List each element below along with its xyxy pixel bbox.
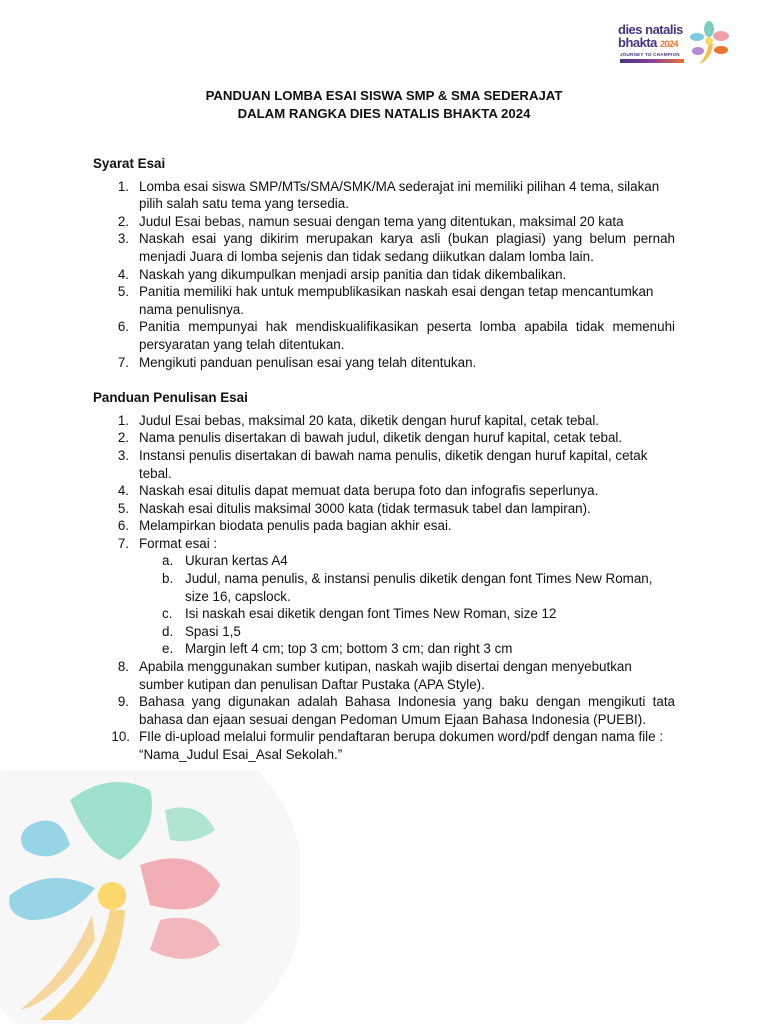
syarat-list [93,178,675,372]
list-item: 7. Mengikuti panduan penulisan esai yang telah ditentukan. [117,354,477,370]
sublist-item: e. Margin left 4 cm; top 3 cm; bottom 3 cm; dan right 3 cm [162,641,513,657]
dies-natalis-logo [618,20,730,68]
logo-line1: dies natalis [618,22,683,37]
panduan-list [93,412,675,764]
list-item: 4. Naskah esai ditulis dapat memuat data berupa foto dan infografis seperlunya. [117,483,599,499]
list-item: 9. Bahasa yang digunakan adalah Bahasa Indonesia yang baku dengan mengikuti tata bahasa dan ejaan sesuai dengan Pedoman Umum Ejaan Bahasa Indonesia (PUEBI). [117,694,675,727]
list-item: 7. Format esai : a. Ukuran kertas A4 b. Judul, nama penulis, & instansi penulis diketik dengan font Times New Roman, size 16, capslock. c. Isi naskah esai diketik dengan font Times New Roman, size 12 d. Spasi 1,5 e. Margin left 4 cm; top 3 cm; bottom 3 cm; dan right 3 cm [93,535,675,658]
list-item: 6. Melampirkan biodata penulis pada bagian akhir esai. [117,518,452,534]
format-sublist [139,552,675,658]
decorative-flower-icon [0,770,300,1024]
panduan-heading: Panduan Penulisan Esai [93,390,248,406]
list-item: 10. FIle di-upload melalui formulir pendaftaran berupa dokumen word/pdf dengan nama file : “Nama_Judul Esai_Asal Sekolah.” [111,729,664,762]
list-item: 6. Panitia mempunyai hak mendiskualifikasikan peserta lomba apabila tidak memenuhi persyaratan yang telah ditentukan. [117,319,675,352]
sublist-item: c. Isi naskah esai diketik dengan font Times New Roman, size 12 [162,606,557,622]
list-item: 8. Apabila menggunakan sumber kutipan, naskah wajib disertai dengan menyebutkan sumber kutipan dan penulisan Daftar Pustaka (APA Style). [117,659,632,692]
syarat-heading: Syarat Esai [93,156,166,171]
sublist-item: a. Ukuran kertas A4 [162,553,288,569]
sublist-item: b. Judul, nama penulis, & instansi penulis diketik dengan font Times New Roman, size 16, capslock. [162,571,653,604]
list-item: 1. Judul Esai bebas, maksimal 20 kata, diketik dengan huruf kapital, cetak tebal. [117,412,600,428]
list-item: 3. Naskah esai yang dikirim merupakan karya asli (bukan plagiasi) yang belum pernah menjadi Juara di lomba sejenis dan tidak sedang diikutkan dalam lomba lain. [117,231,675,264]
document-body [93,155,675,764]
list-item: 1. Lomba esai siswa SMP/MTs/SMA/SMK/MA sederajat ini memiliki pilihan 4 tema, silakan pilih salah satu tema yang tersedia. [117,178,660,212]
list-item: 5. Panitia memiliki hak untuk mempublikasikan naskah esai dengan tetap mencantumkan nama penulisnya. [117,284,654,317]
logo-color-bar [620,59,684,63]
title-line-1: PANDUAN LOMBA ESAI SISWA SMP & SMA SEDERAJAT [205,88,563,103]
logo-line2: bhakta 2024 [618,35,679,50]
logo-year: 2024 [660,39,679,49]
title-line-2: DALAM RANGKA DIES NATALIS BHAKTA 2024 [237,106,531,121]
list-item: 5. Naskah esai ditulis maksimal 3000 kata (tidak termasuk tabel dan lampiran). [117,500,591,516]
logo-tagline: JOURNEY TO CHAMPION [620,52,680,57]
list-item: 3. Instansi penulis disertakan di bawah nama penulis, diketik dengan huruf kapital, cetak tebal. [117,447,648,481]
page-title [0,87,768,123]
sublist-item: d. Spasi 1,5 [162,623,241,639]
list-item: 4. Naskah yang dikumpulkan menjadi arsip panitia dan tidak dikembalikan. [117,266,567,282]
list-item: 2. Judul Esai bebas, namun sesuai dengan tema yang ditentukan, maksimal 20 kata [117,213,624,229]
list-item: 2. Nama penulis disertakan di bawah judul, diketik dengan huruf kapital, cetak tebal. [117,430,623,446]
flower-icon [687,20,731,66]
